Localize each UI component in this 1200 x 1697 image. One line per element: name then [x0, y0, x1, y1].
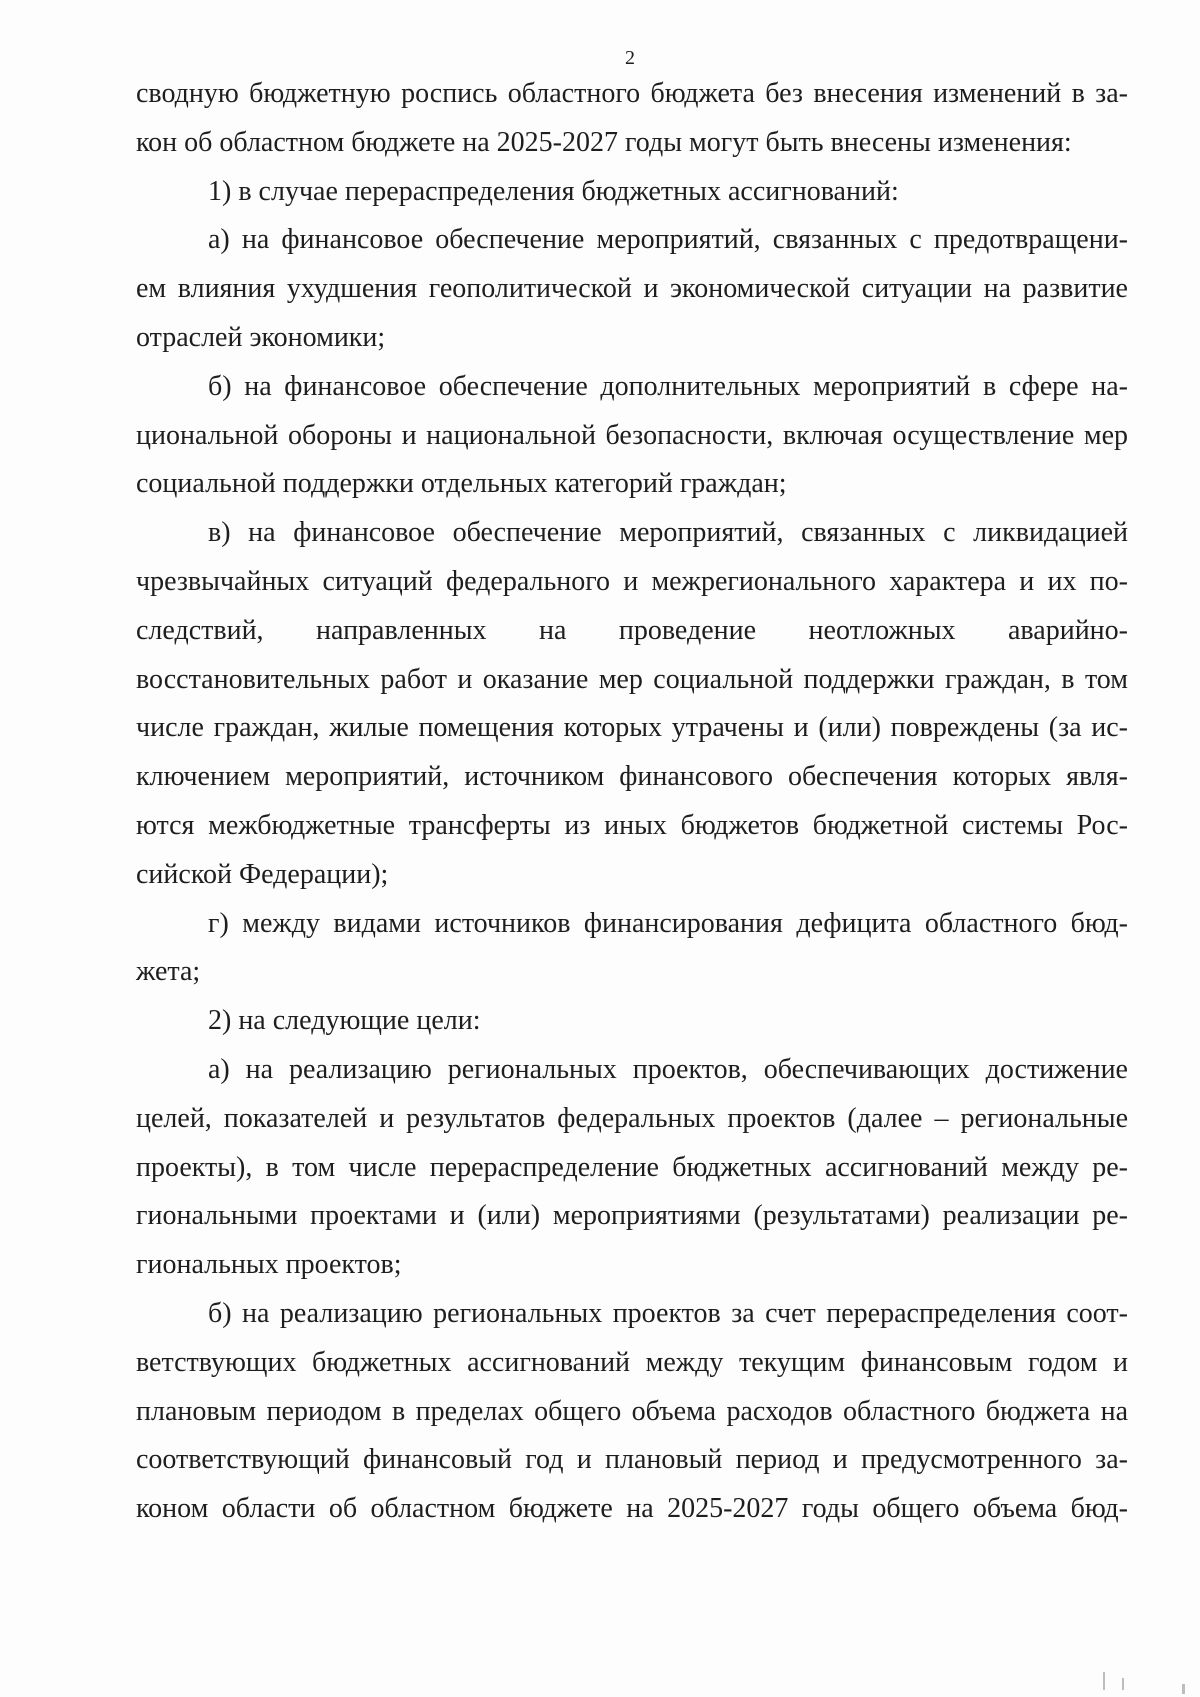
paragraph — [136, 1290, 1128, 1534]
text-line: ются межбюджетные трансферты из иных бюджетов бюджетной системы Рос- — [136, 809, 1128, 841]
text-line: отраслей экономики; — [136, 321, 386, 353]
text-line: 2) на следующие цели: — [208, 1005, 481, 1037]
text-line: б) на реализацию региональных проектов за счет перераспределения соот- — [208, 1297, 1128, 1329]
paragraph — [136, 168, 1128, 217]
scan-artifact — [1182, 1684, 1185, 1694]
text-line: гиональными проектами и (или) мероприятиями (результатами) реализации ре- — [136, 1200, 1128, 1232]
text-line: б) на финансовое обеспечение дополнительных мероприятий в сфере на- — [208, 370, 1128, 402]
paragraph — [136, 900, 1128, 998]
text-line: соответствующий финансовый год и плановый период и предусмотренного за- — [136, 1444, 1128, 1476]
paragraph — [136, 216, 1128, 362]
text-line: г) между видами источников финансирования дефицита областного бюд- — [208, 907, 1128, 939]
text-line: числе граждан, жилые помещения которых утрачены и (или) повреждены (за ис- — [136, 712, 1128, 744]
paragraph — [136, 1046, 1128, 1290]
text-line: кон об областном бюджете на 2025-2027 годы могут быть внесены изменения: — [136, 126, 1072, 158]
text-line: ключением мероприятий, источником финансового обеспечения которых явля- — [136, 761, 1128, 793]
text-line: проекты), в том числе перераспределение бюджетных ассигнований между ре- — [136, 1151, 1128, 1183]
text-line: следствий, направленных на проведение неотложных аварийно- — [136, 614, 1128, 646]
page-number: 2 — [625, 47, 635, 69]
text-line: чрезвычайных ситуаций федерального и межрегионального характера и их по- — [136, 565, 1128, 597]
text-line: целей, показателей и результатов федеральных проектов (далее – региональные — [136, 1102, 1128, 1134]
text-line: а) на реализацию региональных проектов, обеспечивающих достижение — [208, 1053, 1128, 1085]
text-line: циональной обороны и национальной безопасности, включая осуществление мер — [136, 419, 1128, 451]
text-line: ем влияния ухудшения геополитической и экономической ситуации на развитие — [136, 273, 1128, 305]
document-body — [136, 70, 1128, 1534]
text-line: гиональных проектов; — [136, 1249, 402, 1281]
scan-artifact — [1103, 1672, 1105, 1690]
text-line: жета; — [136, 956, 201, 988]
text-line: сийской Федерации); — [136, 858, 389, 890]
text-line: плановым периодом в пределах общего объема расходов областного бюджета на — [136, 1395, 1128, 1427]
text-line: 1) в случае перераспределения бюджетных ассигнований: — [208, 175, 899, 207]
scan-artifact — [1122, 1678, 1124, 1690]
text-line: коном области об областном бюджете на 2025-2027 годы общего объема бюд- — [136, 1493, 1128, 1525]
paragraph — [136, 363, 1128, 509]
paragraph — [136, 997, 1128, 1046]
text-line: ветствующих бюджетных ассигнований между текущим финансовым годом и — [136, 1346, 1128, 1378]
paragraph — [136, 509, 1128, 899]
text-line: социальной поддержки отдельных категорий граждан; — [136, 468, 787, 500]
text-line: восстановительных работ и оказание мер социальной поддержки граждан, в том — [136, 663, 1128, 695]
text-line: сводную бюджетную роспись областного бюджета без внесения изменений в за- — [136, 78, 1128, 109]
text-line: в) на финансовое обеспечение мероприятий, связанных с ликвидацией — [208, 517, 1128, 549]
text-line: а) на финансовое обеспечение мероприятий, связанных с предотвращени- — [208, 224, 1128, 256]
paragraph — [136, 70, 1128, 168]
